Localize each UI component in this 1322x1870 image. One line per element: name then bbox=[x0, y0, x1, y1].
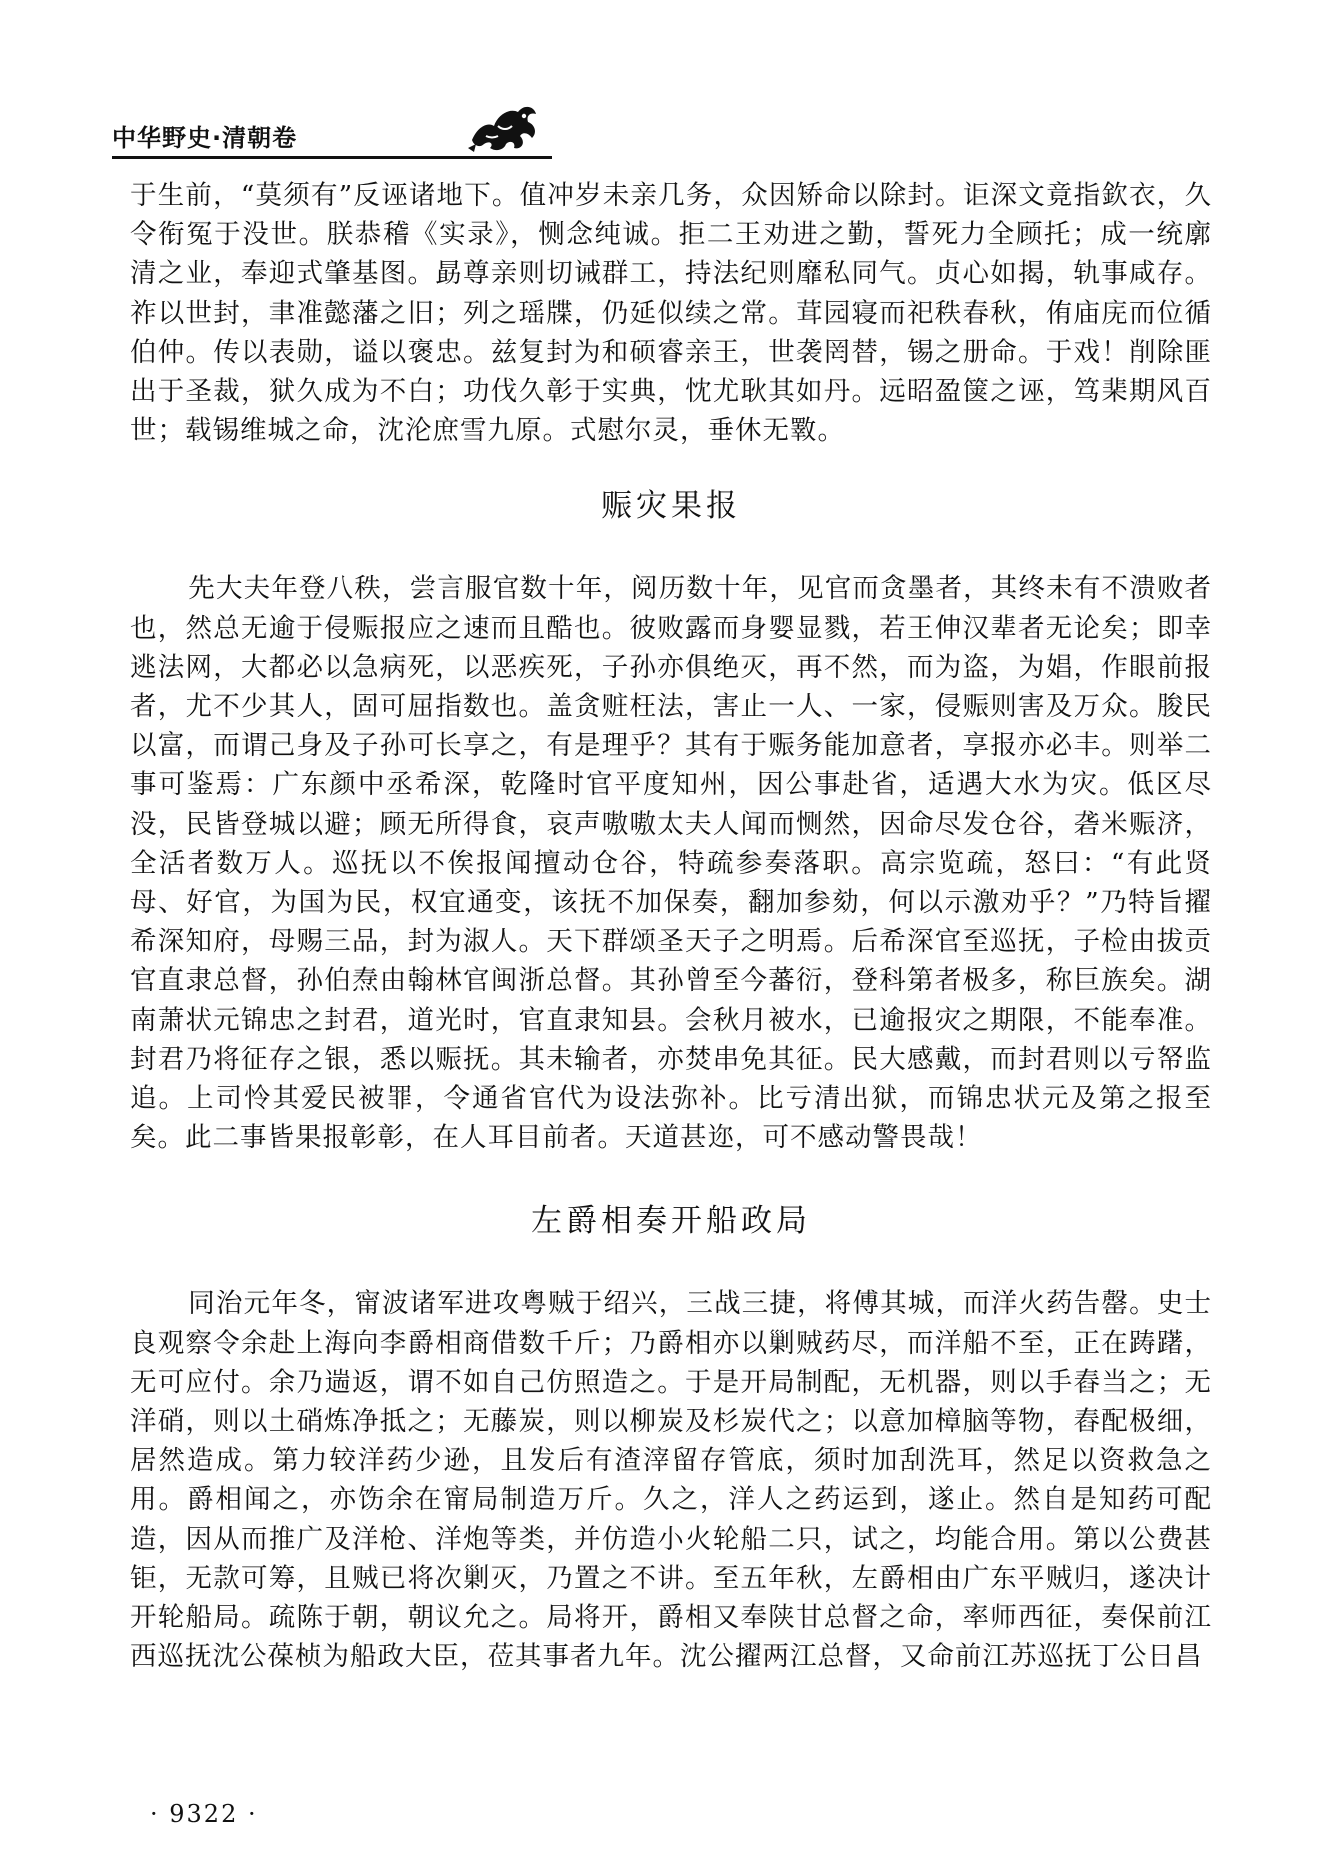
page-number: · 9322 · bbox=[150, 1800, 258, 1828]
header-rule bbox=[112, 156, 552, 159]
intro-paragraph: 于生前，“莫须有”反诬诸地下。值冲岁未亲几务，众因矫命以除封。讵深文竟指欽衣，久令衔冤于没世。朕恭稽《实录》，恻念纯诚。拒二王劝进之勤，誓死力全顾托；成一统廓清之业，奉迎式肇基图。勗尊亲则切诫群工，持法纪则靡私同气。贞心如揭，轨事咸存。祚以世封，聿准懿藩之旧；列之瑶牒，仍延似续之常。茸园寝而祀秩春秋，侑庙庑而位循伯仲。传以表勋，谥以褒忠。兹复封为和硕睿亲王，世袭罔替，锡之册命。于戏！削除匪出于圣裁，狱久成为不白；功伐久彰于实典，忱尤耿其如丹。远昭盈箧之诬，笃棐期风百世；载锡维城之命，沈沦庶雪九原。式慰尔灵，垂休无斁。 bbox=[130, 180, 1212, 447]
dragon-emblem-icon bbox=[464, 96, 544, 156]
section-title-relief: 赈灾果报 bbox=[601, 488, 741, 525]
page-body bbox=[130, 176, 1212, 1677]
relief-paragraph: 先大夫年登八秩，尝言服官数十年，阅历数十年，见官而贪墨者，其终未有不溃败者也，然总无逾于侵赈报应之速而且酷也。彼败露而身婴显戮，若王伸汉辈者无论矣；即幸逃法网，大都必以急病死，以恶疾死，子孙亦俱绝灭，再不然，而为盗，为娼，作眼前报者，尤不少其人，固可屈指数也。盖贪赃枉法，害止一人、一家，侵赈则害及万众。朘民以富，而谓己身及子孙可长享之，有是理乎？其有于赈务能加意者，享报亦必丰。则举二事可鉴焉：广东颜中丞希深，乾隆时官平度知州，因公事赴省，适遇大水为灾。低区尽没，民皆登城以避；顾无所得食，哀声嗷嗷太夫人闻而恻然，因命尽发仓谷，砻米赈济，全活者数万人。巡抚以不俟报闻擅动仓谷，特疏参奏落职。高宗览疏，怒曰：“有此贤母、好官，为国为民，权宜通变，该抚不加保奏，翻加参劾，何以示激劝乎？”乃特旨擢希深知府，母赐三品，封为淑人。天下群颂圣天子之明焉。后希深官至巡抚，子检由拔贡官直隶总督，孙伯焘由翰林官闽浙总督。其孙曾至今蕃衍，登科第者极多，称巨族矣。湖南萧状元锦忠之封君，道光时，官直隶知县。会秋月被水，已逾报灾之期限，不能奉准。封君乃将征存之银，悉以赈抚。其未输者，亦焚串免其征。民大感戴，而封君则以亏帑监追。上司怜其爱民被罪，令通省官代为设法弥补。比亏清出狱，而锦忠状元及第之报至矣。此二事皆果报彰彰，在人耳目前者。天道甚迩，可不感动警畏哉！ bbox=[130, 573, 1212, 1154]
running-header bbox=[112, 96, 552, 156]
section-title-shipyard: 左爵相奏开船政局 bbox=[531, 1203, 811, 1240]
shipyard-paragraph: 同治元年冬，甯波诸军进攻粤贼于绍兴，三战三捷，将傅其城，而洋火药告罄。史士良观察令余赴上海向李爵相商借数千斤；乃爵相亦以剿贼药尽，而洋船不至，正在踌躇，无可应付。余乃遄返，谓不如自己仿照造之。于是开局制配，无机器，则以手舂当之；无洋硝，则以土硝炼净抵之；无藤炭，则以柳炭及杉炭代之；以意加樟脑等物，舂配极细，居然造成。第力较洋药少逊，且发后有渣滓留存管底，须时加刮洗耳，然足以资救急之用。爵相闻之，亦饬余在甯局制造万斤。久之，洋人之药运到，遂止。然自是知药可配造，因从而推广及洋枪、洋炮等类，并仿造小火轮船二只，试之，均能合用。第以公费甚钜，无款可筹，且贼已将次剿灭，乃置之不讲。至五年秋，左爵相由广东平贼归，遂决计开轮船局。疏陈于朝，朝议允之。局将开，爵相又奉陕甘总督之命，率师西征，奏保前江西巡抚沈公葆桢为船政大臣，莅其事者九年。沈公擢两江总督，又命前江苏巡抚丁公日昌 bbox=[130, 1288, 1212, 1673]
book-title: 中华野史·清朝卷 bbox=[112, 124, 298, 152]
